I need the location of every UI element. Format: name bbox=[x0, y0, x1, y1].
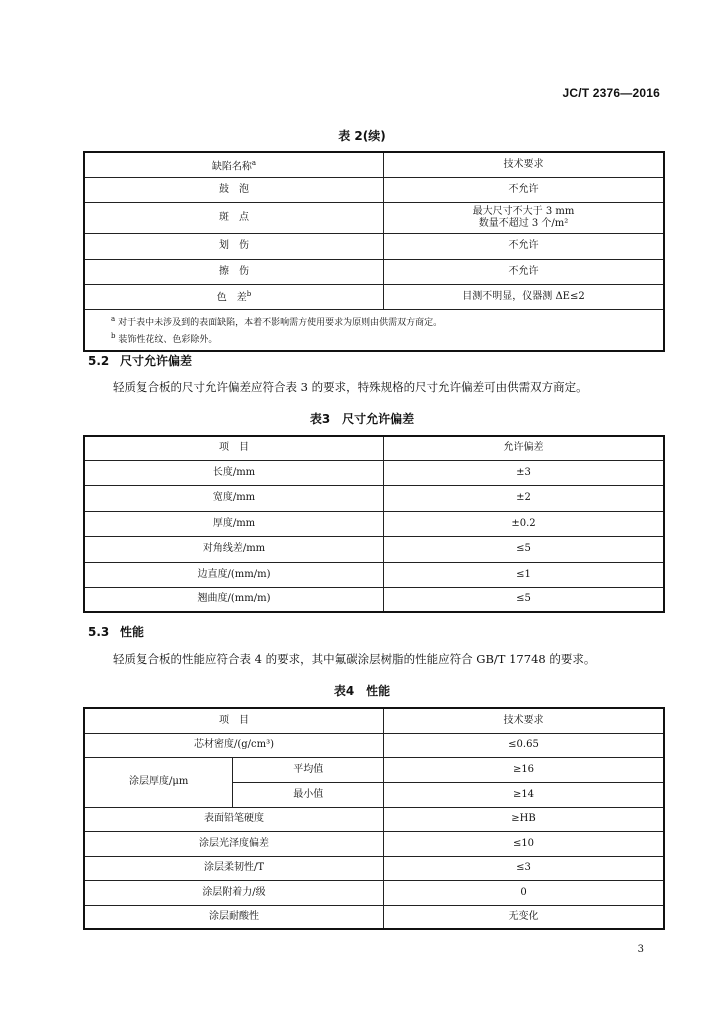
defect-name: 划 伤 bbox=[84, 233, 384, 259]
table-note: $^b$ 装饰性花纹、色彩除外。 bbox=[111, 331, 218, 345]
table-header-row bbox=[84, 152, 664, 177]
value-cell: ≤5 bbox=[384, 587, 665, 612]
value-cell: 无变化 bbox=[384, 905, 665, 929]
defect-name: 擦 伤 bbox=[84, 259, 384, 284]
value-cell: ≤1 bbox=[384, 562, 665, 587]
value-cell: ≥HB bbox=[384, 807, 665, 831]
item-cell: 宽度/mm bbox=[84, 485, 384, 511]
table-row bbox=[84, 259, 664, 284]
table-header-row bbox=[84, 436, 664, 460]
value-cell: ≤5 bbox=[384, 536, 665, 562]
table2 bbox=[83, 151, 665, 352]
column-header: 项 目 bbox=[84, 436, 384, 460]
value-cell: 0 bbox=[384, 880, 665, 905]
table-row bbox=[84, 485, 664, 511]
section-paragraph: 轻质复合板的性能应符合表 4 的要求，其中氟碳涂层树脂的性能应符合 GB/T 17748 的要求。 bbox=[113, 652, 596, 666]
table-row bbox=[84, 587, 664, 612]
table-header-row bbox=[84, 708, 664, 733]
requirement: 不允许 bbox=[384, 259, 665, 284]
sub-item-cell: 平均值 bbox=[233, 757, 384, 782]
table-row bbox=[84, 202, 664, 233]
table-row bbox=[84, 905, 664, 929]
requirement bbox=[384, 202, 665, 233]
column-header: 项 目 bbox=[84, 708, 384, 733]
item-cell: 边直度/(mm/m) bbox=[84, 562, 384, 587]
table2-caption: 表 2(续) bbox=[338, 129, 386, 143]
page-number: 3 bbox=[637, 944, 644, 955]
table-row bbox=[84, 831, 664, 856]
table-row bbox=[84, 511, 664, 536]
item-cell: 涂层附着力/级 bbox=[84, 880, 384, 905]
table3 bbox=[83, 435, 665, 613]
defect-name: 斑 点 bbox=[84, 202, 384, 233]
value-cell: ≥16 bbox=[384, 757, 665, 782]
table-row bbox=[84, 284, 664, 309]
table-row bbox=[84, 733, 664, 757]
requirement: 不允许 bbox=[384, 233, 665, 259]
column-header: 技术要求 bbox=[384, 708, 665, 733]
requirement-line: 数量不超过 3 个/m² bbox=[478, 217, 569, 229]
section-heading bbox=[88, 352, 192, 369]
table4-caption: 表4 性能 bbox=[333, 684, 391, 698]
table-row bbox=[84, 880, 664, 905]
table-row bbox=[84, 562, 664, 587]
value-cell: ≤3 bbox=[384, 856, 665, 880]
requirement: 不允许 bbox=[384, 177, 665, 202]
section-heading bbox=[88, 623, 144, 640]
table-notes bbox=[84, 309, 664, 351]
defect-name: 鼓 泡 bbox=[84, 177, 384, 202]
item-cell: 涂层耐酸性 bbox=[84, 905, 384, 929]
table-row bbox=[84, 536, 664, 562]
item-cell: 表面铅笔硬度 bbox=[84, 807, 384, 831]
table-row bbox=[84, 856, 664, 880]
value-cell: ≥14 bbox=[384, 782, 665, 807]
item-cell: 涂层柔韧性/T bbox=[84, 856, 384, 880]
value-cell: ±3 bbox=[384, 460, 665, 485]
value-cell: ≤0.65 bbox=[384, 733, 665, 757]
section-number: 5.2 bbox=[88, 354, 110, 368]
table-row bbox=[84, 807, 664, 831]
table-notes-row bbox=[84, 309, 664, 351]
section-title: 性能 bbox=[120, 625, 145, 639]
table-note: $^a$ 对于表中未涉及到的表面缺陷，本着不影响需方使用要求为原则由供需双方商定。 bbox=[111, 314, 443, 328]
item-cell: 厚度/mm bbox=[84, 511, 384, 536]
value-cell: ±0.2 bbox=[384, 511, 665, 536]
item-cell: 翘曲度/(mm/m) bbox=[84, 587, 384, 612]
section-number: 5.3 bbox=[88, 625, 110, 639]
table3-caption: 表3 尺寸允许偏差 bbox=[309, 412, 415, 426]
column-header: 技术要求 bbox=[384, 152, 665, 177]
requirement-line: 最大尺寸不大于 3 mm bbox=[472, 205, 575, 217]
value-cell: ±2 bbox=[384, 485, 665, 511]
table4 bbox=[83, 707, 665, 930]
column-header: 缺陷名称$^a$ bbox=[84, 152, 384, 177]
item-cell: 涂层光泽度偏差 bbox=[84, 831, 384, 856]
value-cell: ≤10 bbox=[384, 831, 665, 856]
section-title: 尺寸允许偏差 bbox=[120, 354, 193, 368]
table-row bbox=[84, 233, 664, 259]
sub-item-cell: 最小值 bbox=[233, 782, 384, 807]
section-paragraph: 轻质复合板的尺寸允许偏差应符合表 3 的要求，特殊规格的尺寸允许偏差可由供需双方商定。 bbox=[113, 380, 588, 394]
defect-name: 色 差$^b$ bbox=[84, 284, 384, 309]
document-code: JC/T 2376—2016 bbox=[562, 86, 660, 100]
item-cell: 长度/mm bbox=[84, 460, 384, 485]
group-cell: 涂层厚度/μm bbox=[84, 757, 233, 807]
item-cell: 芯材密度/(g/cm³) bbox=[84, 733, 384, 757]
item-cell: 对角线差/mm bbox=[84, 536, 384, 562]
table-row bbox=[84, 757, 664, 782]
requirement: 目测不明显，仪器测 ΔE≤2 bbox=[384, 284, 665, 309]
table-row bbox=[84, 460, 664, 485]
table-row bbox=[84, 177, 664, 202]
column-header: 允许偏差 bbox=[384, 436, 665, 460]
